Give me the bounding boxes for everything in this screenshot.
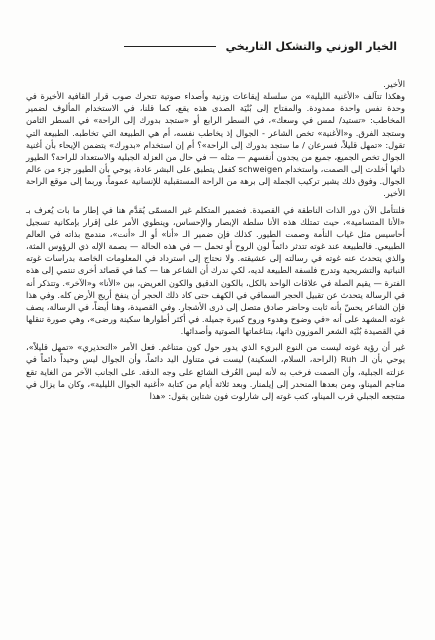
body-text	[26, 78, 405, 402]
paragraph-4: غير أن رؤية غوته ليست من النوع البريء الذي يدور حول كون متناغم. فعل الأمر «التحذيري» «تمهل قليلاً»، يوحي بأن الـ Ruh (الراحة، السلام، السكينة) ليست في متناول اليد دائماً، وأن الجوال ليس وحيداً دائماً في عزلته الجبلية، وأن الصمت فرخب به لأنه ليس العُرف الشائع على وجه الدقة. على الجانب الآخر من الغاية تقع مناجم الميناو، ومن بعدها المنحدر إلى إيلمنار. وبعد ثلاثة أيام من كتابة «أغنية الجوال الليلية»، وكان ما يزال في منتجعه الجبلي قرب الميناو، كتب غوته إلى شارلوت فون شتاين يقول: «هذا	[26, 342, 405, 401]
running-title: الخيار الوزني والتشكل التاريخي	[225, 39, 397, 53]
paragraph-2: وهكذا تتآلف «الأغنية الليلية» من سلسلة إيقاعات وزنية وأصداء صوتية تتحرك صوب قرار القافية الأخيرة في وحدة نفس واحدة ممدودة. والمفتاح إلى بُنْيَة الصدى هذه يقع، كما قلنا، في الاستخدام المألوف لضمير المخاطب: «تستيد/ لمس في وسعك»، في السطر الرابع أو «ستجد بدورك إلى الراحة» في السطر الثامن وستجد الفرق. و«الأغنية» تخص الشاعر - الجوال إذ يخاطب نفسه، أم هي الطبيعة التي تخاطبه. الطبيعة التي تقول: «تمهل قليلاً، فسرعان / ما ستجد بدورك إلى الراحة»؟ أم إن استخدام «بدورك» يتضمن الإيحاء بأن أغنية الجوال تخص الجميع، جميع من يجدون أنفسهم — مثله — في حال من العزلة الجبلية والاستعداد للراحة؟ الطيور ذاتها أخلدت إلى الصمت، واستخدام schweigen كفعل يتطبق على البشر عادة، يوحي بأن الطيور جزء من عالم الجوال. وفوق ذلك يشير تركيب الجملة إلى برهة من الراحة المستقبلية للإنسانية عموماً، وربما إلى موقع الراحة الأخير.	[26, 91, 405, 199]
paragraph-3: فلنتأمل الآن دور الذات الناطقة في القصيدة. فضمير المتكلم غير المسمّى يُقدَّم هنا في إطار ما بات يُعرف بـ «الأنا المتسامية»، حيث تمتلك هذه الأنا سلطة الإبصار والإحساس، وينطوي الأمر على إقرار بإمكانية تسجيل أحاسيس مثل غياب النأمة وصمت الطيور. كذلك فإن ضمير الـ «أنا» أو الـ «أنت»، مندمج بذاته في العالم الطبيعي. فالطبيعة عند غوته تتدثر دائماً لون الروح أو تحمل — في هذه الحالة — بصمة الإله ذي الرؤوس المثة، والذي يتحدث عنه غوته في رسالته إلى عشيقته. ولا نحتاج إلى استرداد في المعلومات الخاصة بدراسات غوته النباتية والتشريحية وتدرج فلسفة الطبيعة لديه، لكي ندرك أن الشاعر هنا — كما في قصائد أخرى تنتمي إلى هذه الفترة — يقيم الصلة في علاقات الواحد بالكل، بالكون الدقيق والكون العريض، بين «الأنا» و«الآخر». وتتذكر أنه في الرسالة يتحدث عن تقبيل الحجر السماقي في الكهف حتى كاد ذلك الحجر أن ينفخ أريج الأرض كله. وفي هذا فإن الشاعر يحسّ بأنه ثابت وحاضر صادق متصل إلى ذرى الأشجار. وفي القصيدة، وهنا أيضاً، في الرسالة، يصف غوته المشهد على أنه «في وضوح وهدوء وروح كبيرة جميلة. في أكثر أطوارها سكينة ورضى»، وهي صورة تنقلها في القصيدة بُنْيَة الشعر الموزون ذاتها، بتناغماتها الصوتية وأصدائها.	[26, 204, 405, 337]
running-header	[26, 22, 397, 70]
header-rule	[124, 46, 216, 47]
paragraph-1: الأخير.	[383, 79, 405, 89]
